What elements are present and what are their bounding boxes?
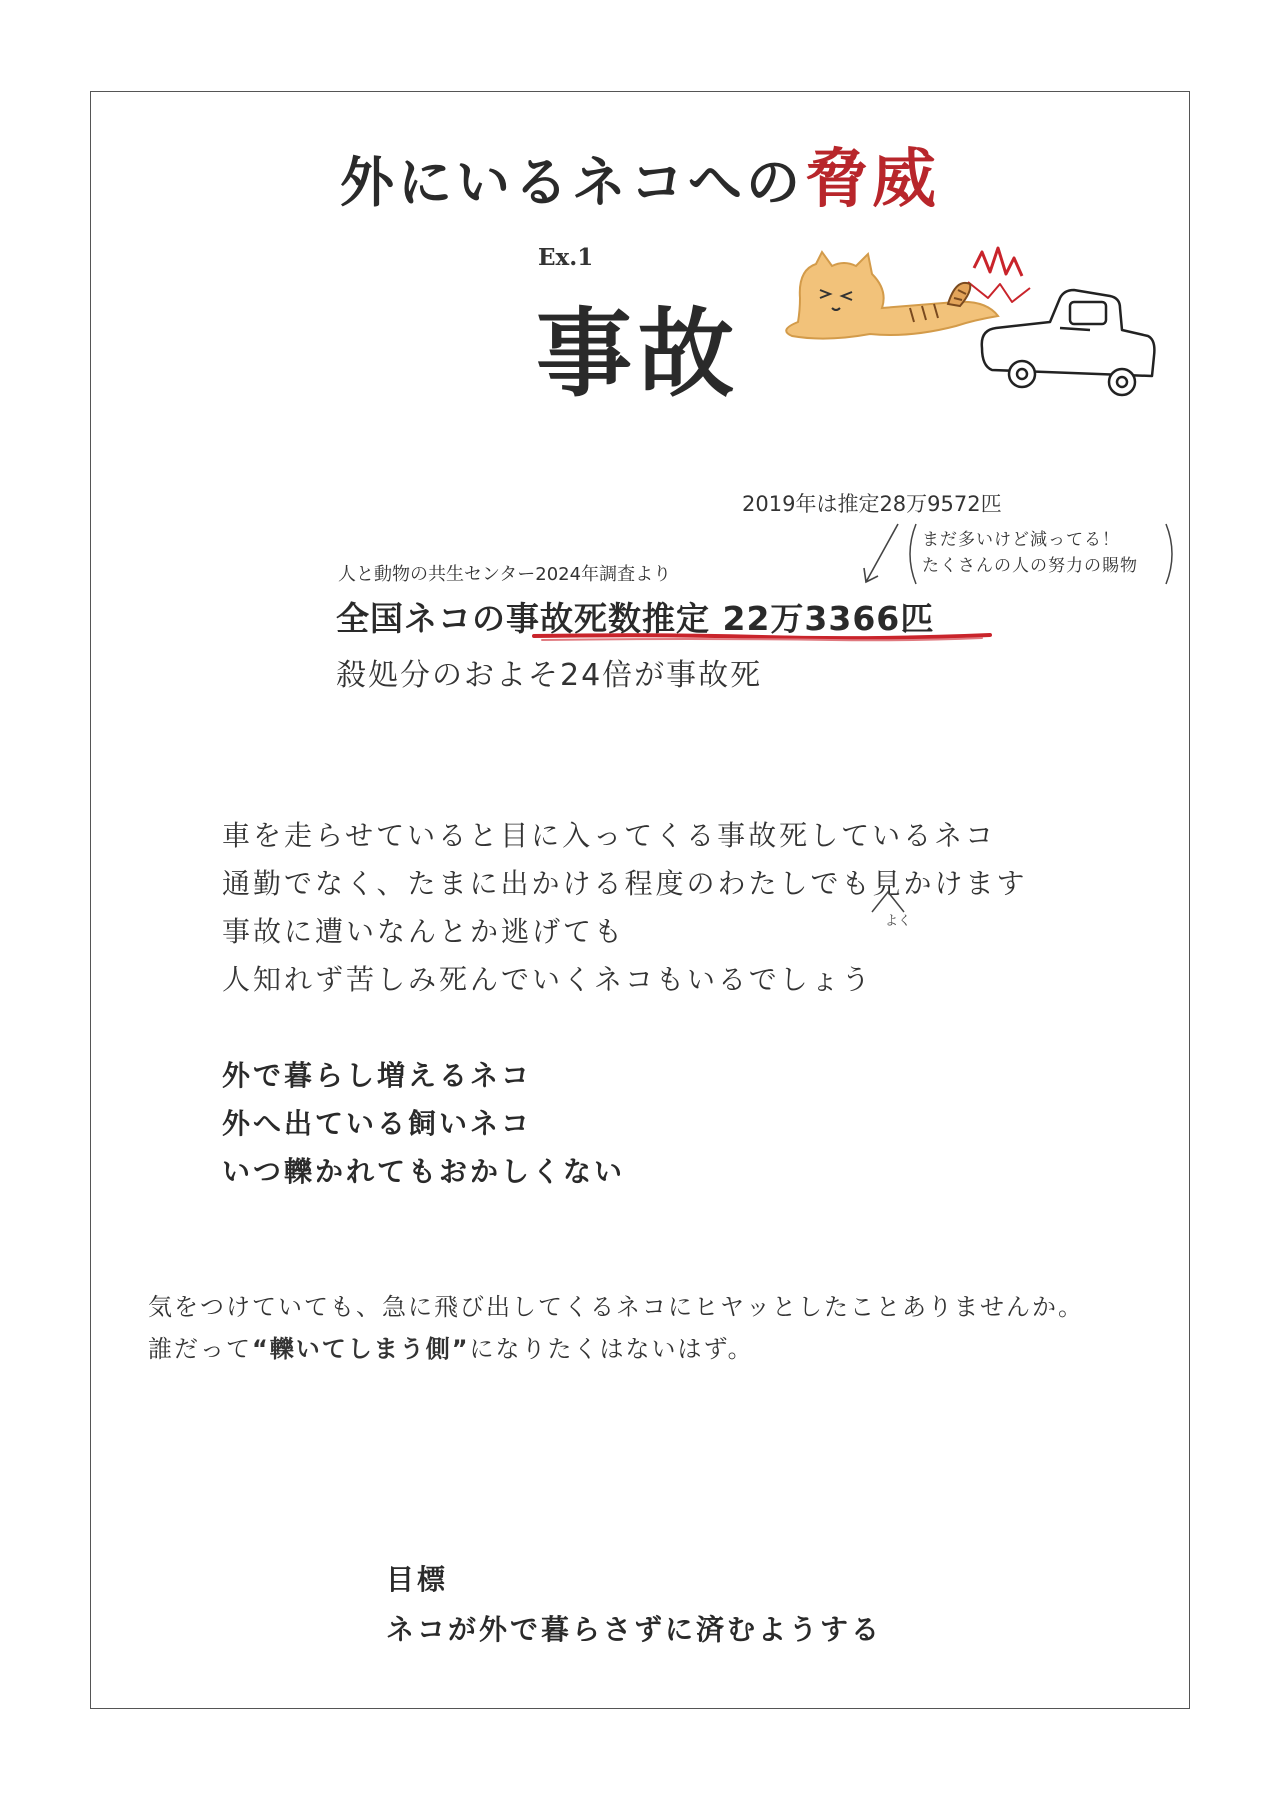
- insertion-note: よく: [885, 914, 912, 929]
- aside-line: たくさんの人の努力の賜物: [922, 556, 1138, 576]
- question-emphasis: “轢いてしまう側”: [252, 1335, 470, 1363]
- emphasis-line: 外で暮らし増えるネコ: [222, 1059, 533, 1092]
- question-suffix: になりたくはないはず。: [469, 1335, 754, 1363]
- title-main: 外にいるネコへの: [340, 151, 804, 214]
- right-paren-icon: [1160, 522, 1180, 586]
- death-stat-headline: 全国ネコの事故死数推定 22万3366匹: [336, 599, 935, 638]
- title-emphasis: 脅威: [804, 143, 940, 217]
- source-note: 人と動物の共生センター2024年調査より: [338, 564, 672, 585]
- example-label: Ex.1: [538, 244, 594, 271]
- red-underline: [532, 630, 992, 644]
- question-line: 気をつけていても、急に飛び出してくるネコにヒヤッとしたことありませんか。: [148, 1293, 1084, 1321]
- goal-block: [386, 1555, 882, 1655]
- goal-label: 目標: [386, 1563, 449, 1596]
- page-title: [0, 128, 1280, 220]
- paragraph-line: 事故に遭いなんとか逃げても: [222, 915, 626, 948]
- previous-year-note: 2019年は推定28万9572匹: [742, 492, 1002, 516]
- paragraph-line: 車を走らせていると目に入ってくる事故死しているネコ: [222, 819, 997, 852]
- question-prefix: 誰だって: [148, 1335, 252, 1363]
- question-paragraph: [148, 1286, 1084, 1370]
- impact-marks: [968, 248, 1030, 302]
- paragraph-line: 通勤でなく、たまに出かける程度のわたしでも見かけます: [222, 867, 1028, 900]
- emphasis-block: [222, 1052, 625, 1196]
- question-line: [148, 1328, 1084, 1370]
- car-icon: [982, 290, 1155, 395]
- aside-line: まだ多いけど減ってる！: [922, 530, 1120, 550]
- emphasis-line: 外へ出ている飼いネコ: [222, 1107, 533, 1140]
- cat-car-illustration: [760, 238, 1160, 428]
- aside-note: [922, 527, 1138, 579]
- cat-icon: [786, 252, 998, 339]
- emphasis-line: いつ轢かれてもおかしくない: [222, 1155, 626, 1188]
- arrow-icon: [858, 520, 908, 590]
- section-heading: 事故: [536, 298, 740, 410]
- paragraph-line: 人知れず苦しみ死んでいくネコもいるでしょう: [222, 963, 873, 996]
- left-paren-icon: [902, 522, 922, 586]
- comparison-text: 殺処分のおよそ24倍が事故死: [336, 658, 763, 693]
- goal-text: ネコが外で暮らさずに済むようする: [386, 1613, 883, 1646]
